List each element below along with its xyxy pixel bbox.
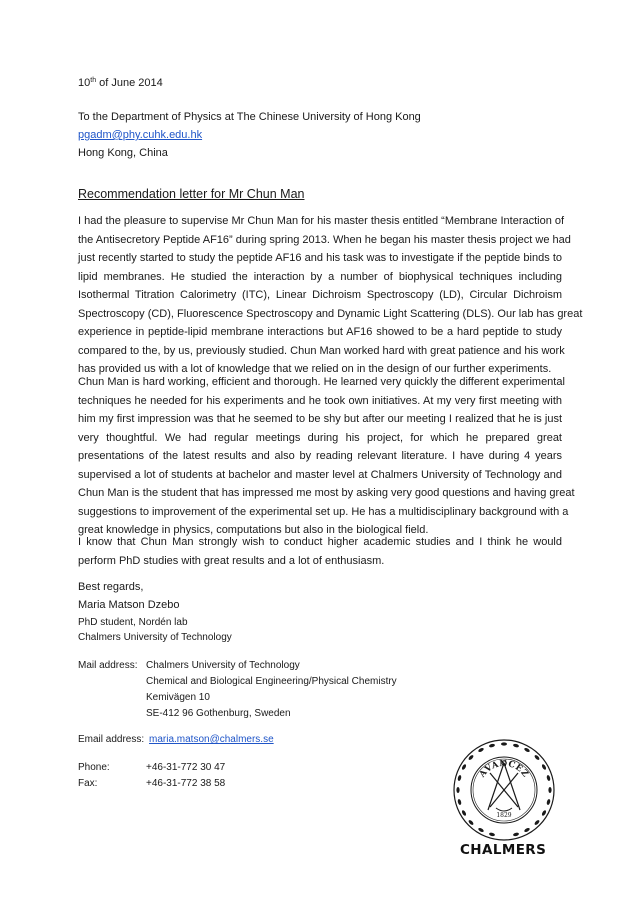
closing: Best regards,: [78, 581, 144, 593]
text-line: supervised a lot of students at bachelor and master level at Chalmers University of Technology and: [78, 468, 562, 481]
mail-line: Chemical and Biological Engineering/Physical Chemistry: [146, 676, 397, 687]
paragraph-1: [78, 212, 583, 379]
signer-name: Maria Matson Dzebo: [78, 599, 180, 611]
signer-role: PhD student, Nordén lab: [78, 617, 188, 628]
email-address-label: Email address:: [78, 734, 145, 745]
mail-line: Kemivägen 10: [146, 692, 210, 703]
text-line: Chun Man is hard working, efficient and thorough. He learned very quickly the different experimental: [78, 376, 565, 388]
text-line: very thoughtful. We had regular meetings during his project, for which he prepared great: [78, 431, 562, 444]
phone-label: Phone:: [78, 762, 110, 773]
signer-email-link[interactable]: maria.matson@chalmers.se: [149, 734, 274, 745]
phone-value: +46-31-772 30 47: [146, 762, 226, 773]
text-line: experience in peptide-lipid membrane interactions but AF16 showed to be a hard peptide to study: [78, 326, 562, 338]
letter-date: 10th of June 2014: [78, 77, 163, 89]
seal-motto: AVANCEZ: [477, 758, 531, 780]
text-line: the Antisecretory Peptide AF16” during spring 2013. When he began his master thesis project we had: [78, 233, 571, 246]
text-line: has provided us with a lot of knowledge that we relied on in the design of our further experiments.: [78, 363, 552, 375]
recipient-line: To the Department of Physics at The Chinese University of Hong Kong: [78, 111, 421, 123]
mail-line: SE-412 96 Gothenburg, Sweden: [146, 708, 291, 719]
text-line: just recently started to study the peptide AF16 and his task was to investigate if the peptide binds to: [78, 252, 562, 264]
text-line: I had the pleasure to supervise Mr Chun Man for his master thesis entitled “Membrane Interaction of: [78, 215, 565, 227]
text-line: him my first impression was that he seemed to be shy but after our meeting I realized that he is just: [78, 413, 562, 425]
text-line: perform PhD studies with great results and a lot of enthusiasm.: [78, 554, 385, 567]
text-line: techniques he needed for his experiments and he took own initiatives. At my very first meeting with: [78, 394, 562, 407]
text-line: presentations of the latest results and also by reading relevant literature. I have during 4 years: [78, 450, 562, 462]
text-line: suggestions to improvement of the experimental set up. He has a multidisciplinary background with a: [78, 505, 569, 518]
mail-address-label: Mail address:: [78, 660, 138, 671]
signer-institution: Chalmers University of Technology: [78, 632, 232, 643]
text-line: Chun Man is the student that has impressed me most by asking very good questions and having great: [78, 487, 575, 499]
fax-label: Fax:: [78, 778, 98, 789]
chalmers-wordmark-logo: CHALMERS: [460, 842, 547, 858]
text-line: I know that Chun Man strongly wish to conduct higher academic studies and I think he would: [78, 536, 562, 548]
text-line: lipid membranes. He studied the interaction by a number of biophysical techniques including: [78, 270, 562, 283]
fax-value: +46-31-772 38 58: [146, 778, 226, 789]
text-line: compared to the, by us, previously studied. Chun Man worked hard with great patience and his work: [78, 344, 565, 357]
chalmers-seal-logo: [452, 738, 556, 842]
text-line: great knowledge in physics, computations but also in the biological field.: [78, 524, 429, 536]
recipient-location: Hong Kong, China: [78, 147, 168, 159]
paragraph-2: [78, 373, 575, 540]
letter-subject: Recommendation letter for Mr Chun Man: [78, 187, 305, 201]
mail-line: Chalmers University of Technology: [146, 660, 300, 671]
seal-year: 1829: [496, 812, 512, 819]
text-line: Spectroscopy (CD), Fluorescence Spectroscopy and Dynamic Light Scattering (DLS). Our lab has great: [78, 307, 583, 320]
recipient-email-link[interactable]: pgadm@phy.cuhk.edu.hk: [78, 129, 203, 141]
text-line: Isothermal Titration Calorimetry (ITC), Linear Dichroism Spectroscopy (LD), Circular Dichroism: [78, 289, 562, 301]
paragraph-3: [78, 533, 562, 570]
